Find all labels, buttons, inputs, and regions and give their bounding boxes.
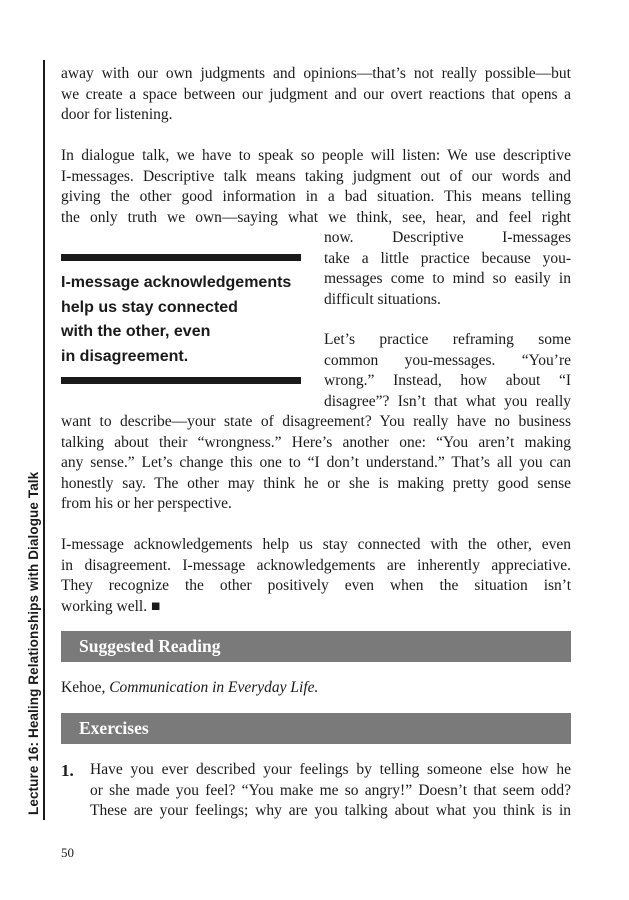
text-line: wrong.” Instead, how about “I	[324, 372, 571, 389]
text-line: the only truth we own—saying what we think, see, hear, and feel right	[61, 208, 571, 226]
text-line: In dialogue talk, we have to speak so people will listen: We use descriptive	[61, 147, 571, 164]
reading-title: Communication in Everyday Life.	[109, 679, 319, 696]
pull-quote-line: in disagreement.	[61, 347, 189, 365]
reading-author: Kehoe,	[61, 679, 110, 696]
text-line: honestly say. The other may think he or she is making pretty good sense	[61, 474, 571, 492]
text-line: door for listening.	[61, 106, 173, 123]
right-column-paragraph-reframing	[324, 330, 571, 412]
pull-quote-line: I-message acknowledgements	[61, 274, 292, 291]
text-line: I-messages. Descriptive talk means taking judgment out of our words and	[61, 167, 571, 185]
text-line: want to describe—your state of disagreement? You really have no business	[61, 413, 571, 430]
text-line: These are your feelings; why are you talking about what you think is in	[90, 802, 571, 819]
exercise-item	[90, 760, 571, 822]
pull-quote-bottom-bar	[61, 377, 301, 384]
text-line: now. Descriptive I-messages	[324, 229, 571, 246]
paragraph-continuation	[61, 64, 571, 126]
page-number: 50	[61, 845, 74, 860]
text-line: working well. ■	[61, 597, 161, 615]
paragraph-acknowledgements	[61, 535, 571, 617]
text-line: any sense.” Let’s change this one to “I don’t understand.” That’s all you can	[61, 454, 571, 471]
right-column-paragraph	[324, 228, 571, 310]
reading-reference	[61, 678, 318, 699]
exercise-number: 1.	[61, 761, 74, 780]
pull-quote-top-bar	[61, 254, 301, 261]
pull-quote-text	[61, 261, 301, 377]
text-line: common you-messages. “You’re	[324, 351, 571, 369]
pull-quote-line: help us stay connected	[61, 298, 238, 316]
text-line: I-message acknowledgements help us stay connected with the other, even	[61, 536, 571, 553]
text-line: or she made you feel? “You make me so angry!” Doesn’t that seem odd?	[90, 781, 571, 799]
exercises-heading: Exercises	[61, 713, 571, 744]
pull-quote	[61, 254, 301, 384]
suggested-reading-heading: Suggested Reading	[61, 631, 571, 662]
text-line: difficult situations.	[324, 290, 441, 308]
paragraph-reframing-continued	[61, 412, 571, 515]
paragraph-dialogue-talk	[61, 146, 571, 228]
text-line: take a little practice because you-	[324, 249, 571, 267]
text-line: Have you ever described your feelings by telling someone else how he	[90, 761, 571, 778]
text-line: from his or her perspective.	[61, 495, 232, 512]
text-line: talking about their “wrongness.” Here’s another one: “You aren’t making	[61, 433, 571, 451]
text-line: in disagreement. I-message acknowledgements are inherently appreciative.	[61, 556, 571, 574]
text-line: we create a space between our judgment and our overt reactions that opens a	[61, 85, 571, 103]
text-line: disagree”? Isn’t that what you really	[324, 392, 571, 410]
running-head-lecture-title: Lecture 16: Healing Relationships with Dialogue Talk	[26, 471, 41, 815]
text-line: They recognize the other positively even when the situation isn’t	[61, 577, 571, 594]
pull-quote-line: with the other, even	[61, 323, 211, 340]
text-line: away with our own judgments and opinions—that’s not really possible—but	[61, 65, 571, 82]
text-line: giving the other good information in a bad situation. This means telling	[61, 188, 571, 205]
text-line: messages come to mind so easily in	[324, 270, 571, 287]
text-line: Let’s practice reframing some	[324, 331, 571, 348]
